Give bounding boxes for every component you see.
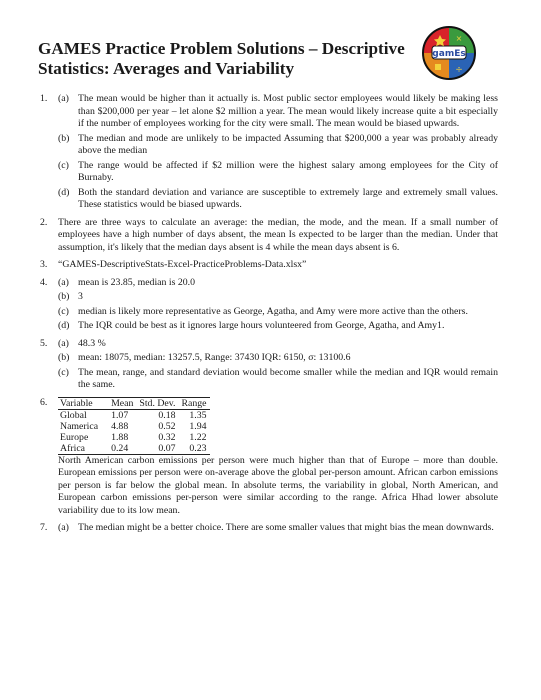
table-row [58,409,210,421]
part-text: median is likely more representative as George, Agatha, and Amy were more active than the others. [78,305,468,317]
column-header: Variable [60,397,93,409]
part-text: 48.3 % [78,337,106,349]
table-cell: 0.07 [158,442,176,454]
solution-1 [38,93,498,212]
solution-number: 4. [40,276,48,288]
part-text: The mean, range, and standard deviation would become smaller while the median and IQR would remain the same. [78,366,498,390]
part-label: (c) [58,366,69,378]
solution-5 [38,338,498,392]
solution-4d [58,320,498,333]
table-cell: 0.23 [189,442,207,454]
table-cell: Namerica [60,420,99,432]
column-header: Std. Dev. [139,397,176,409]
solution-1c [58,160,498,185]
table-cell: 1.88 [111,431,129,443]
solution-3 [38,259,498,272]
solution-2 [38,217,498,255]
solution-7 [38,522,498,535]
table-cell: 0.52 [158,420,176,432]
solution-1d [58,187,498,212]
table-cell: Africa [60,442,86,454]
part-label: (b) [58,291,70,302]
emissions-stats-table [58,397,210,455]
table-cell: 0.18 [158,409,176,421]
part-label: (b) [58,132,70,144]
column-header: Mean [111,397,134,409]
table-cell: Global [60,409,87,421]
part-text: The median and mode are unlikely to be impacted Assuming that $200,000 a year was probably already above the median [78,132,498,156]
table-cell: 4.88 [111,420,129,432]
games-logo [422,26,476,80]
part-label: (d) [58,186,70,198]
part-text: The IQR could be best as it ignores large hours volunteered from George, Agatha, and Amy1. [78,320,445,331]
solutions-list [38,93,498,540]
table-cell: 1.35 [189,409,207,421]
page-title: GAMES Practice Problem Solutions – Descriptive Statistics: Averages and Variability [38,39,405,78]
table-cell: 0.32 [158,431,176,443]
solution-4 [38,277,498,333]
part-text: The range would be affected if $2 million were the highest salary among employees for the City of Burnaby. [78,159,498,183]
solution-text: North American carbon emissions per person were much higher than that of Europe – more than double. European emissions per person were on-average above the global per-person amount. African carbon emissions per person is far below the global mean. In absolute terms, the variability in global, North American, and European carbon emissions per-person were similar according to the range. Africa Hhad lower absolute variability due to its low mean. [58,454,498,516]
logo-text: gamEs [432,49,466,59]
solution-5b [58,352,498,365]
solution-number: 6. [40,396,48,408]
table-cell: 1.07 [111,409,129,421]
solution-number: 7. [40,522,48,533]
solution-4a [58,277,498,290]
table-row [58,421,210,432]
svg-text:×: × [455,34,463,43]
part-text: The median might be a better choice. There are some smaller values that might bias the mean downwards. [78,522,494,533]
part-text: mean: 18075, median: 13257.5, Range: 37430 IQR: 6150, σ: 13100.6 [78,352,351,363]
table-row [58,432,210,443]
column-header: Range [181,397,207,409]
solution-number: 1. [40,93,48,104]
table-header-row [58,397,210,409]
solution-4c [58,306,498,319]
solution-text: There are three ways to calculate an average: the median, the mode, and the mean. If a small number of employees have a high number of days absent, the mean Is expected to be larger than the median. Under that assumption, it's likely that the median days absent is 4 while the mean days absent is 6. [58,216,498,253]
solution-number: 3. [40,259,48,270]
solution-1b [58,133,498,158]
part-text: 3 [78,291,83,302]
table-cell: Europe [60,431,89,443]
part-text: Both the standard deviation and variance are susceptible to extremely large and extremely small values. These statistics would be biased upwards. [78,186,498,210]
part-label: (c) [58,159,69,171]
solution-5c [58,367,498,392]
part-label: (d) [58,320,70,331]
part-label: (a) [58,522,69,533]
table-cell: 1.94 [189,420,207,432]
part-label: (b) [58,352,70,363]
part-label: (c) [58,305,69,317]
solution-1a [58,93,498,131]
part-label: (a) [58,93,69,104]
solution-4b [58,291,498,304]
part-label: (a) [58,276,69,288]
table-cell: 0.24 [111,442,129,454]
part-label: (a) [58,337,69,349]
data-file-name: “GAMES-DescriptiveStats-Excel-PracticeProblems-Data.xlsx” [58,259,307,270]
solution-number: 5. [40,337,48,349]
svg-text:÷: ÷ [455,65,463,75]
solution-number: 2. [40,216,48,228]
solution-7a [58,522,498,535]
part-text: mean is 23.85, median is 20.0 [78,276,196,288]
solution-5a [58,338,498,351]
table-row [58,443,210,455]
table-cell: 1.22 [189,431,207,443]
part-text: The mean would be higher than it actually is. Most public sector employees would likely be making less than $200,000 per year – let alone $2 million a year. The mean would likely increase quite a bit especially if the number of employees working for the city were small. The mean would be biased upwards. [78,93,498,129]
solution-6 [38,397,498,518]
